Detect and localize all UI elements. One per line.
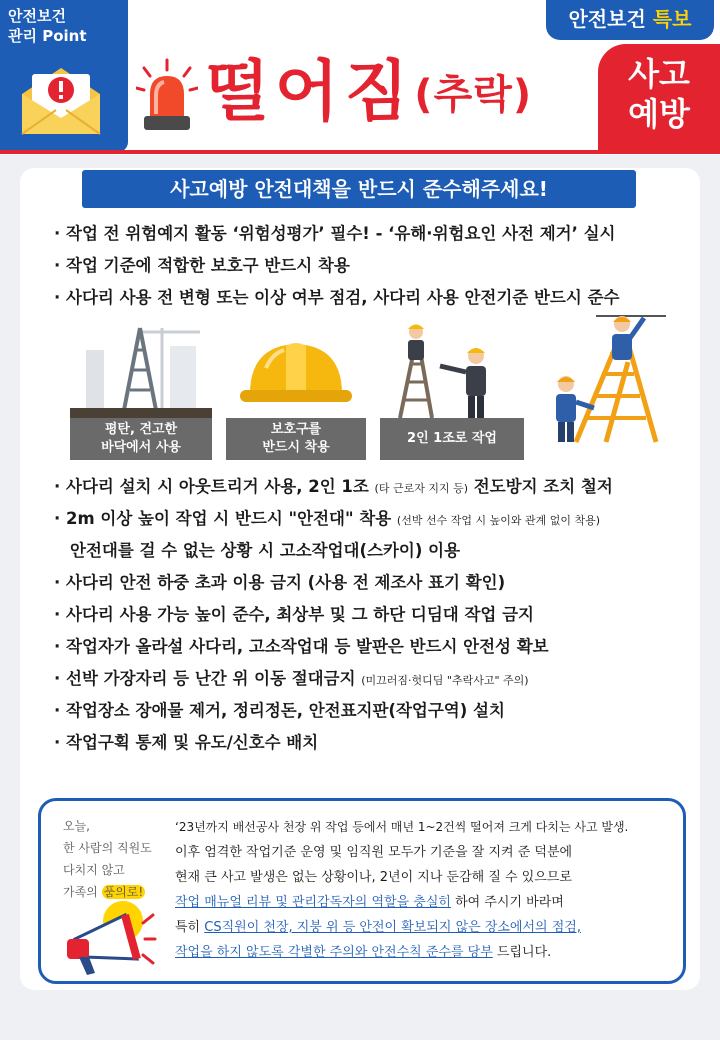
bullet-railing-ban [54, 663, 694, 695]
notice-line4-end: 하여 주시기 바라며 [450, 895, 564, 910]
caption-pair: 2인 1조로 작업 [380, 418, 524, 460]
two-workers-illustration [380, 320, 524, 420]
page-title [205, 52, 532, 135]
notice-slogan [63, 815, 152, 903]
safety-point-label [8, 6, 87, 46]
illustration-row [70, 320, 670, 460]
bullet-list-bottom [54, 471, 694, 759]
bullet-risk-assessment: · 작업 전 위험예지 활동 ‘위험성평가’ 필수! - ‘유해·위험요인 사전 제거’ 실시 [54, 224, 616, 243]
notice-line5 [175, 915, 681, 940]
caption-gear-line2: 반드시 착용 [262, 440, 330, 455]
caption-gear-line1: 보호구를 [270, 422, 322, 437]
caption-gear [226, 418, 366, 460]
header-divider [0, 150, 720, 154]
bullet-safety-harness [54, 503, 694, 535]
bullet-list-top [54, 218, 694, 314]
caption-ground [70, 418, 212, 460]
slogan-line2: 한 사람의 직원도 [63, 841, 152, 855]
caption-ground-line2: 바닥에서 사용 [101, 440, 181, 455]
siren-icon [136, 58, 198, 136]
bullet-outrigger-end: 전도방지 조치 철저 [468, 477, 613, 496]
notice-line6 [175, 940, 681, 965]
notice-line3: 현재 큰 사고 발생은 없는 상황이나, 2년이 지나 둔감해 질 수 있으므로 [175, 870, 572, 885]
helmet-icon [226, 324, 366, 418]
worker-ladder-illustration [536, 312, 670, 444]
title-main: 떨어짐 [205, 53, 415, 130]
slogan-line3: 다치지 않고 [63, 863, 125, 877]
bullet-outrigger [54, 471, 694, 503]
bullet-railing-ban-main: · 선박 가장자리 등 난간 위 이동 절대금지 [54, 669, 362, 688]
notice-box [38, 798, 686, 984]
safety-point-line1: 안전보건 [8, 7, 66, 25]
bullet-signal-person: · 작업구획 통제 및 유도/신호수 배치 [54, 733, 319, 752]
header [0, 0, 720, 155]
title-sub: (추락) [414, 72, 533, 118]
notice-line1: ‘23년까지 배선공사 천장 위 작업 등에서 매년 1~2건씩 떨어져 크게 다치는 사고 발생. [175, 820, 629, 834]
header-left-panel [0, 0, 128, 152]
tag-highlight: 특보 [652, 7, 692, 31]
bullet-safety-harness-main: · 2m 이상 높이 작업 시 반드시 "안전대" 착용 [54, 509, 397, 528]
bullet-aerial-platform: 안전대를 걸 수 없는 상황 시 고소작업대(스카이) 이용 [70, 541, 461, 560]
notice-banner: 사고예방 안전대책을 반드시 준수해주세요! [82, 170, 636, 208]
notice-line4-emphasis: 작업 매뉴얼 리뷰 및 관리감독자의 역할을 충실히 [175, 895, 451, 910]
caption-ground-line1: 평탄, 견고한 [104, 422, 178, 437]
special-bulletin-tag [546, 0, 714, 40]
notice-body [175, 815, 681, 965]
safety-point-line2: 관리 Point [8, 27, 87, 45]
accident-prevention-line2: 예방 [628, 95, 690, 133]
notice-line2: 이후 엄격한 작업기준 운영 및 임직원 모두가 기준을 잘 지켜 준 덕분에 [175, 845, 573, 860]
bullet-safety-harness-note: (선박 선수 작업 시 높이와 관계 없이 착용) [396, 514, 600, 527]
accident-prevention-line1: 사고 [628, 55, 690, 93]
slogan-line1: 오늘, [63, 819, 90, 833]
alert-mail-icon [18, 64, 104, 136]
notice-line4 [175, 890, 681, 915]
megaphone-icon [57, 899, 157, 979]
bullet-footing-safety: · 작업자가 올라설 사다리, 고소작업대 등 발판은 반드시 안전성 확보 [54, 637, 549, 656]
bullet-outrigger-main: · 사다리 설치 시 아웃트리거 사용, 2인 1조 [54, 477, 375, 496]
bullet-ladder-check: · 사다리 사용 전 변형 또는 이상 여부 점검, 사다리 사용 안전기준 반드시 준수 [54, 288, 620, 307]
bullet-outrigger-note: (타 근로자 지지 등) [374, 482, 469, 495]
ladder-ground-illustration [70, 320, 212, 420]
notice-line5-emphasis: CS직원이 천장, 지붕 위 등 안전이 확보되지 않은 장소에서의 점검, [204, 920, 581, 935]
notice-line6-emphasis: 작업을 하지 않도록 각별한 주의와 안전수칙 준수를 당부 [175, 945, 493, 960]
accident-prevention-panel [598, 44, 720, 152]
bullet-load-limit: · 사다리 안전 하중 초과 이용 금지 (사용 전 제조사 표기 확인) [54, 573, 506, 592]
tag-prefix: 안전보건 [568, 7, 653, 31]
bullet-protective-gear: · 작업 기준에 적합한 보호구 반드시 착용 [54, 256, 350, 275]
slogan-highlight: 품의로! [103, 885, 144, 899]
bullet-railing-ban-note: (미끄러짐·헛디딤 "추락사고" 주의) [361, 674, 529, 687]
bullet-housekeeping: · 작업장소 장애물 제거, 정리정돈, 안전표지판(작업구역) 설치 [54, 701, 505, 720]
bullet-height-limit: · 사다리 사용 가능 높이 준수, 최상부 및 그 하단 디딤대 작업 금지 [54, 605, 534, 624]
notice-line6-end: 드립니다. [492, 945, 552, 960]
notice-line5-pre: 특히 [175, 920, 205, 935]
slogan-line4-pre: 가족의 [63, 885, 102, 899]
